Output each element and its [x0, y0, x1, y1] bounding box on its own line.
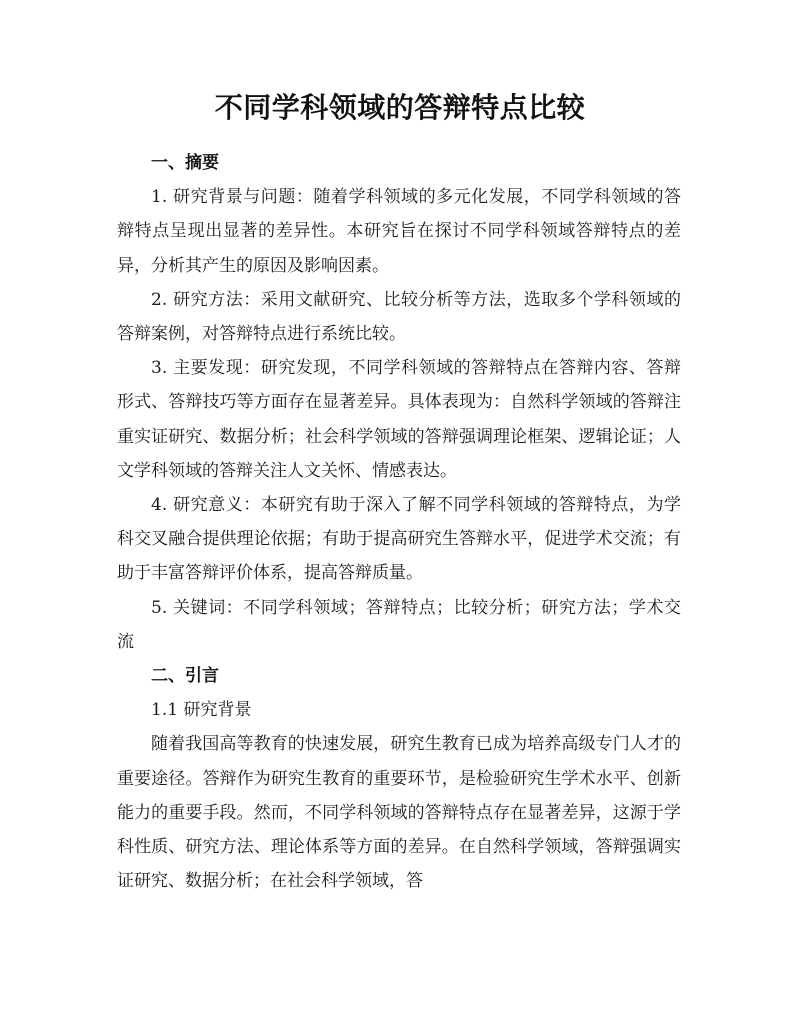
abstract-item-keywords: 5. 关键词：不同学科领域；答辩特点；比较分析；研究方法；学术交流 [117, 597, 681, 652]
document-title: 不同学科领域的答辩特点比较 [214, 91, 586, 124]
document-body [117, 146, 681, 898]
section-heading-introduction: 二、引言 [151, 666, 219, 687]
abstract-item-methods: 2. 研究方法：采用文献研究、比较分析等方法，选取多个学科领域的答辩案例，对答辩特点进行系统比较。 [117, 289, 681, 345]
abstract-item-significance: 4. 研究意义：本研究有助于深入了解不同学科领域的答辩特点，为学科交叉融合提供理论依据；有助于提高研究生答辩水平，促进学术交流；有助于丰富答辩评价体系，提高答辩质量。 [117, 495, 681, 584]
abstract-item-background: 1. 研究背景与问题：随着学科领域的多元化发展，不同学科领域的答辩特点呈现出显著的差异性。本研究旨在探讨不同学科领域答辩特点的差异，分析其产生的原因及影响因素。 [117, 187, 681, 276]
subsection-heading-background: 1.1 研究背景 [151, 700, 252, 721]
section-heading-abstract: 一、摘要 [151, 153, 219, 173]
introduction-paragraph: 随着我国高等教育的快速发展，研究生教育已成为培养高级专门人才的重要途径。答辩作为研究生教育的重要环节，是检验研究生学术水平、创新能力的重要手段。然而，不同学科领域的答辩特点存在显著差异，这源于学科性质、研究方法、理论体系等方面的差异。在自然科学领域，答辩强调实证研究、数据分析；在社会科学领域，答 [117, 734, 681, 892]
abstract-item-findings: 3. 主要发现：研究发现，不同学科领域的答辩特点在答辩内容、答辩形式、答辩技巧等方面存在显著差异。具体表现为：自然科学领域的答辩注重实证研究、数据分析；社会科学领域的答辩强调理论框架、逻辑论证；人文学科领域的答辩关注人文关怀、情感表达。 [117, 358, 681, 481]
